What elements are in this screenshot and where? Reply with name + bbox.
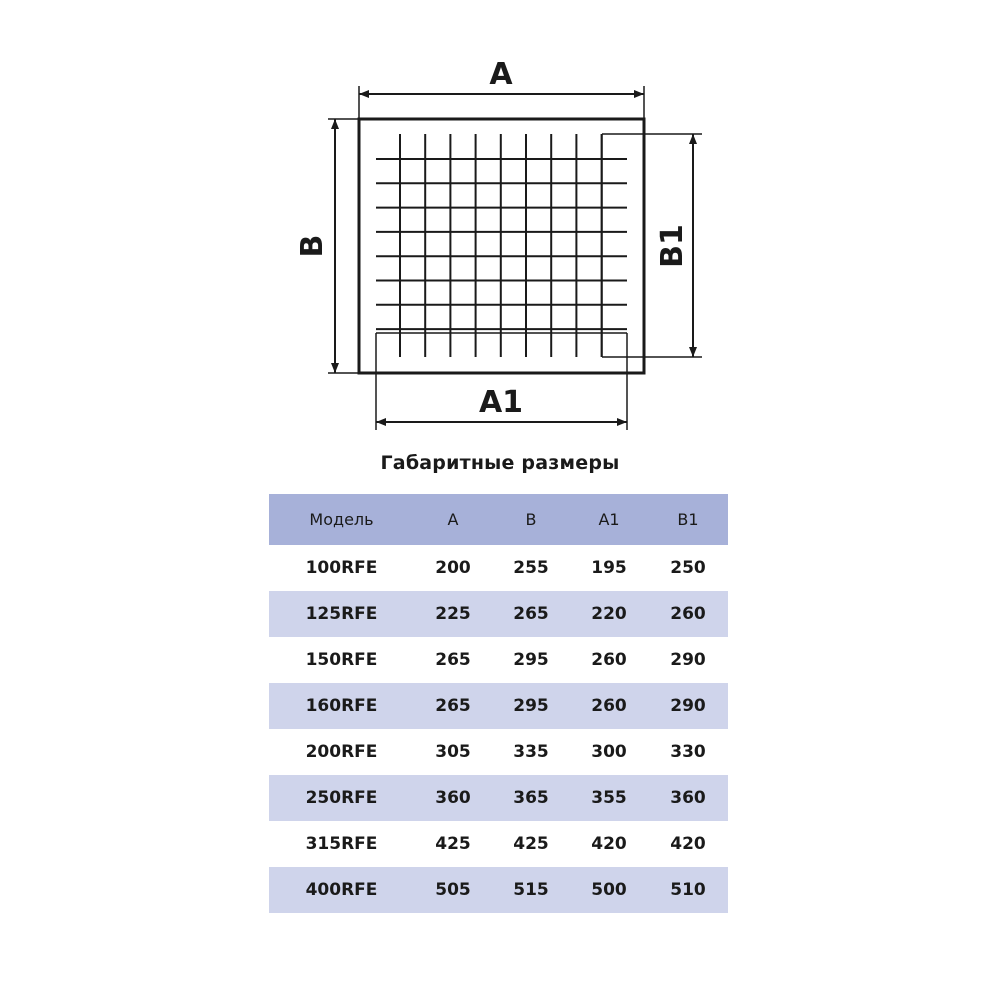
table-title: Габаритные размеры: [380, 452, 620, 474]
cell-b: 425: [513, 834, 549, 854]
grille-grid: [376, 134, 627, 357]
table-row: [269, 683, 728, 729]
cell-a1: 195: [591, 558, 627, 578]
column-header-model: Модель: [309, 510, 374, 529]
cell-a: 200: [435, 558, 471, 578]
cell-model: 100RFE: [305, 558, 378, 578]
table-row: [269, 637, 728, 683]
cell-model: 315RFE: [305, 834, 378, 854]
cell-b1: 510: [670, 880, 706, 900]
cell-model: 400RFE: [305, 880, 378, 900]
cell-model: 200RFE: [305, 742, 378, 762]
cell-a1: 260: [591, 696, 627, 716]
cell-b: 515: [513, 880, 549, 900]
cell-a1: 220: [591, 604, 627, 624]
column-header-a: A: [447, 510, 459, 529]
column-header-b: B: [525, 510, 537, 529]
cell-a: 505: [435, 880, 471, 900]
cell-a1: 420: [591, 834, 627, 854]
cell-a: 305: [435, 742, 471, 762]
table-row: [269, 729, 728, 775]
column-header-b1: B1: [677, 510, 699, 529]
cell-b: 295: [513, 650, 549, 670]
cell-b1: 260: [670, 604, 706, 624]
cell-model: 160RFE: [305, 696, 378, 716]
table-row: [269, 821, 728, 867]
cell-b1: 290: [670, 650, 706, 670]
cell-a: 425: [435, 834, 471, 854]
cell-model: 250RFE: [305, 788, 378, 808]
table-header-row: [269, 494, 728, 545]
cell-a: 225: [435, 604, 471, 624]
dimension-label-a1: A1: [478, 385, 524, 420]
cell-model: 150RFE: [305, 650, 378, 670]
cell-a: 265: [435, 650, 471, 670]
cell-b1: 420: [670, 834, 706, 854]
cell-b: 295: [513, 696, 549, 716]
table-row: [269, 545, 728, 591]
cell-a: 360: [435, 788, 471, 808]
cell-b: 365: [513, 788, 549, 808]
cell-b1: 290: [670, 696, 706, 716]
cell-a1: 355: [591, 788, 627, 808]
table-row: [269, 591, 728, 637]
cell-b: 335: [513, 742, 549, 762]
cell-a1: 300: [591, 742, 627, 762]
cell-a: 265: [435, 696, 471, 716]
dimension-label-a: A: [489, 57, 513, 92]
cell-b: 265: [513, 604, 549, 624]
column-header-a1: A1: [598, 510, 620, 529]
cell-b1: 330: [670, 742, 706, 762]
cell-a1: 500: [591, 880, 627, 900]
cell-model: 125RFE: [305, 604, 378, 624]
cell-a1: 260: [591, 650, 627, 670]
table-row: [269, 775, 728, 821]
table-row: [269, 867, 728, 913]
cell-b1: 360: [670, 788, 706, 808]
dimension-label-b: B: [295, 234, 330, 258]
dimension-label-b1: B1: [655, 224, 690, 268]
cell-b1: 250: [670, 558, 706, 578]
dimensions-table: [269, 494, 728, 913]
cell-b: 255: [513, 558, 549, 578]
grille-drawing: [0, 0, 1000, 440]
